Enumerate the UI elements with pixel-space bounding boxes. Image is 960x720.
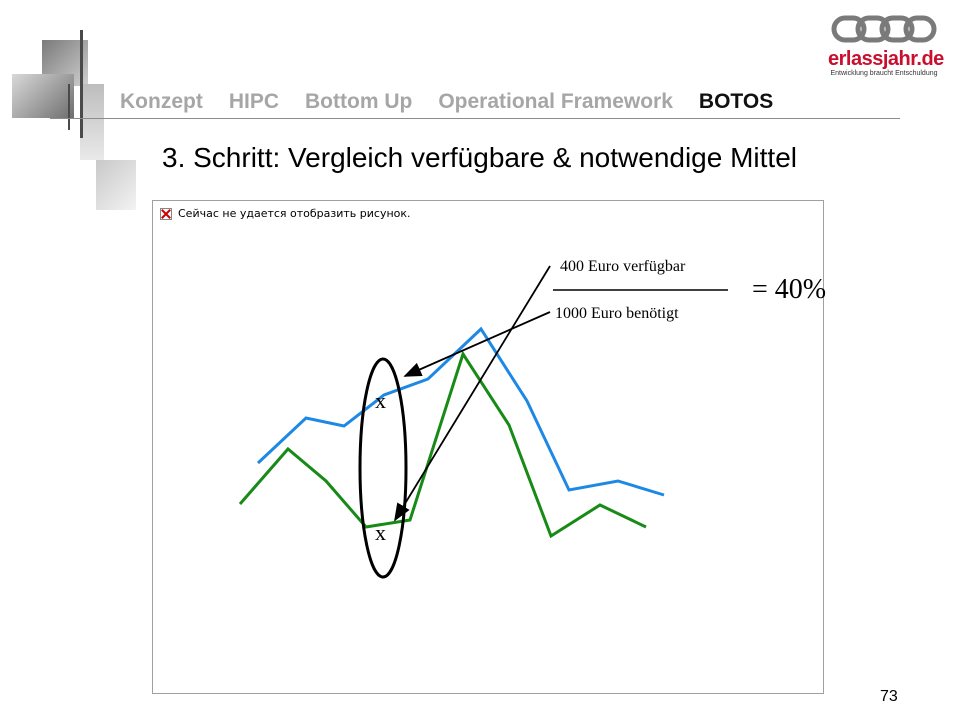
numerator-label: 400 Euro verfügbar xyxy=(560,258,686,275)
upper-x-marker: x xyxy=(375,388,386,413)
arrow-to-upper-x xyxy=(405,312,550,376)
nav-item-hipc[interactable]: HIPC xyxy=(228,90,280,113)
logo-tagline: Entwicklung braucht Entschuldung xyxy=(830,70,938,77)
nav-item-botos[interactable]: BOTOS xyxy=(698,90,774,113)
fraction-result: = 40% xyxy=(752,274,827,305)
page-number: 73 xyxy=(880,688,898,705)
green-series-line xyxy=(240,354,646,536)
lower-x-marker: x xyxy=(375,520,386,545)
nav-item-konzept[interactable]: Konzept xyxy=(120,90,203,113)
logo-wordmark: erlassjahr.de xyxy=(828,48,944,70)
nav-item-bottom-up[interactable]: Bottom Up xyxy=(305,90,413,113)
slide-title: 3. Schritt: Vergleich verfügbare & notwendige Mittel xyxy=(162,142,798,173)
arrow-to-lower-x xyxy=(395,266,550,520)
broken-image-text: Сейчас не удается отобразить рисунок. xyxy=(178,207,411,220)
denominator-label: 1000 Euro benötigt xyxy=(555,305,679,322)
nav-item-operational-framework[interactable]: Operational Framework xyxy=(438,90,673,113)
